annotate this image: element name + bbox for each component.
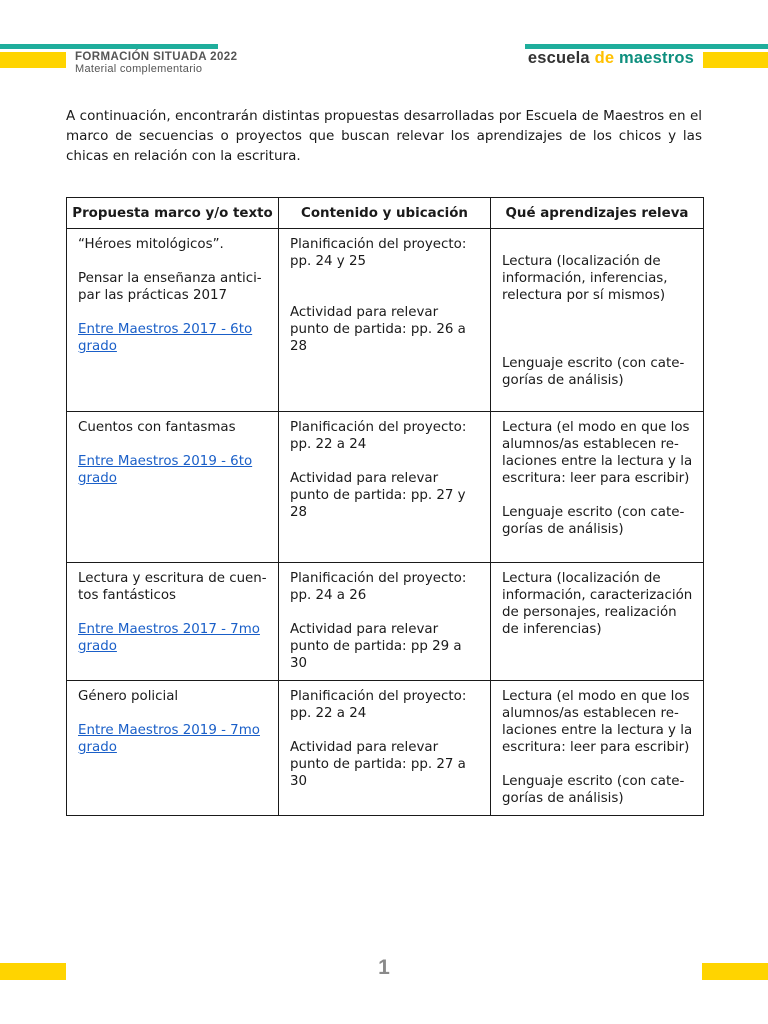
contenido-actividad: Actividad para relevar punto de partida: pp. 27 y 28 xyxy=(290,471,466,520)
escuela-de-maestros-logo xyxy=(528,49,694,68)
aprendizaje-lectura: Lectura (el modo en que los alumnos/as establecen re-laciones entre la lectura y la escritura: leer para escribir) xyxy=(502,420,693,486)
cell-aprendizajes xyxy=(491,563,704,681)
cell-contenido xyxy=(279,563,491,681)
cell-aprendizajes xyxy=(491,412,704,563)
program-title: FORMACIÓN SITUADA 2022 xyxy=(75,51,238,63)
aprendizaje-lenguaje: Lenguaje escrito (con cate-gorías de análisis) xyxy=(502,356,685,388)
col-header-contenido: Contenido y ubicación xyxy=(279,198,491,229)
aprendizaje-lenguaje: Lenguaje escrito (con cate-gorías de análisis) xyxy=(502,505,685,537)
contenido-planificacion: Planificación del proyecto: pp. 24 y 25 xyxy=(290,237,467,269)
header-bar-teal-left xyxy=(0,44,218,49)
cell-propuesta xyxy=(67,229,279,412)
page-number: 1 xyxy=(378,956,390,979)
contenido-actividad: Actividad para relevar punto de partida: pp. 26 a 28 xyxy=(290,305,466,354)
propuesta-title: Lectura y escritura de cuen-tos fantásticos xyxy=(78,571,267,603)
cell-propuesta xyxy=(67,563,279,681)
cell-aprendizajes xyxy=(491,681,704,816)
col-header-aprendizajes: Qué aprendizajes releva xyxy=(491,198,704,229)
entre-maestros-link[interactable]: Entre Maestros 2019 - 6to grado xyxy=(78,454,253,486)
table-row xyxy=(67,229,704,412)
logo-word-escuela: escuela xyxy=(527,49,590,67)
logo-word-maestros: maestros xyxy=(619,49,694,67)
contenido-actividad: Actividad para relevar punto de partida: pp 29 a 30 xyxy=(290,622,462,671)
cell-aprendizajes xyxy=(491,229,704,412)
col-header-propuesta: Propuesta marco y/o texto xyxy=(67,198,279,229)
contenido-actividad: Actividad para relevar punto de partida: pp. 27 a 30 xyxy=(290,740,466,789)
logo-word-de: de xyxy=(594,49,615,67)
contenido-planificacion: Planificación del proyecto: pp. 24 a 26 xyxy=(290,571,467,603)
header-bar-yellow-left xyxy=(0,52,66,68)
entre-maestros-link[interactable]: Entre Maestros 2019 - 7mo grado xyxy=(78,723,260,755)
cell-propuesta xyxy=(67,412,279,563)
table-row xyxy=(67,563,704,681)
header-bar-yellow-right xyxy=(703,52,768,68)
propuesta-title: Género policial xyxy=(78,689,179,704)
aprendizaje-lectura: Lectura (localización de información, caracterización de personajes, realización de inferencias) xyxy=(502,571,693,637)
propuesta-title: “Héroes mitológicos”. xyxy=(78,237,224,252)
propuesta-title: Cuentos con fantasmas xyxy=(78,420,236,435)
proposals-table xyxy=(66,197,704,816)
cell-contenido xyxy=(279,412,491,563)
entre-maestros-link[interactable]: Entre Maestros 2017 - 6to grado xyxy=(78,322,253,354)
cell-contenido xyxy=(279,229,491,412)
cell-contenido xyxy=(279,681,491,816)
contenido-planificacion: Planificación del proyecto: pp. 22 a 24 xyxy=(290,420,467,452)
intro-paragraph: A continuación, encontrarán distintas propuestas desarrolladas por Escuela de Maestros en el marco de secuencias o proyectos que buscan relevar los aprendizajes de los chicos y las chicas en relación con la escritura. xyxy=(66,108,702,164)
table-row xyxy=(67,681,704,816)
program-subtitle: Material complementario xyxy=(75,63,203,75)
table-header-row xyxy=(67,198,704,229)
entre-maestros-link[interactable]: Entre Maestros 2017 - 7mo grado xyxy=(78,622,260,654)
header-program xyxy=(75,51,237,75)
table-row xyxy=(67,412,704,563)
propuesta-subtitle: Pensar la enseñanza antici-par las prácticas 2017 xyxy=(78,271,262,303)
aprendizaje-lenguaje: Lenguaje escrito (con cate-gorías de análisis) xyxy=(502,774,685,806)
contenido-planificacion: Planificación del proyecto: pp. 22 a 24 xyxy=(290,689,467,721)
cell-propuesta xyxy=(67,681,279,816)
aprendizaje-lectura: Lectura (localización de información, inferencias, relectura por sí mismos) xyxy=(502,254,668,303)
aprendizaje-lectura: Lectura (el modo en que los alumnos/as establecen re-laciones entre la lectura y la escritura: leer para escribir) xyxy=(502,689,693,755)
